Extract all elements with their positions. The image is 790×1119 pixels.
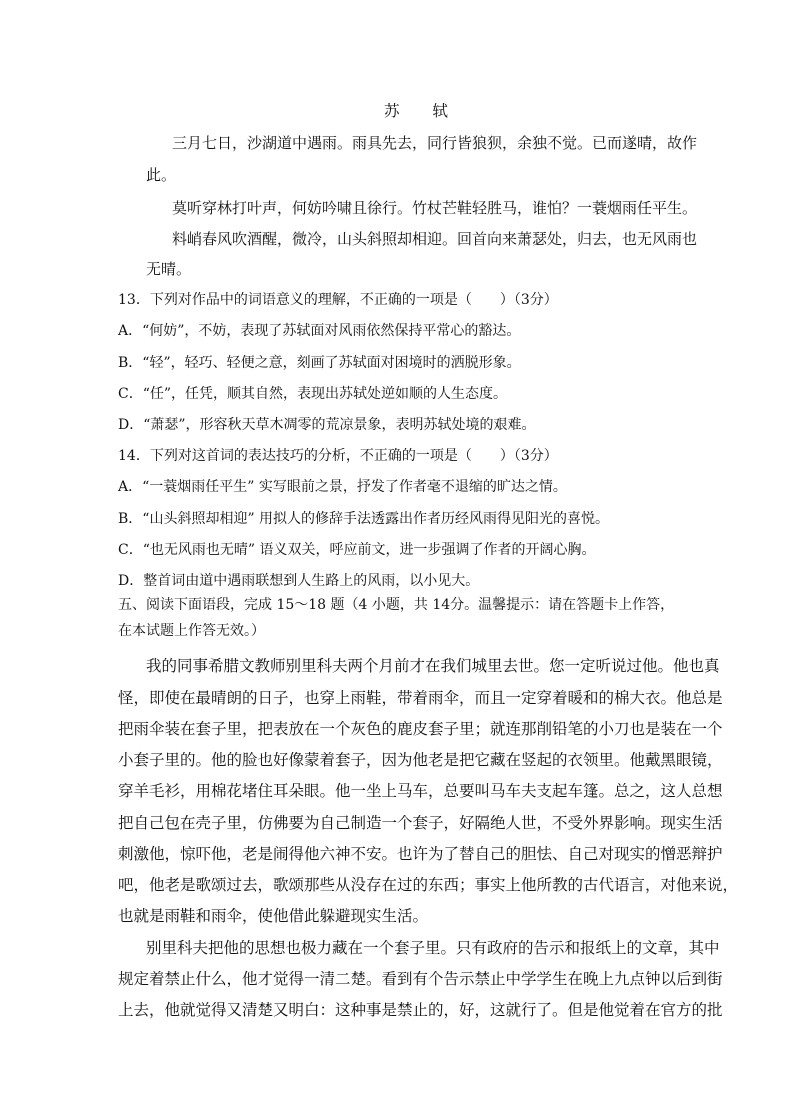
- question-13-option-a: A．“何妨”，不妨，表现了苏轼面对风雨依然保持平常心的豁达。: [118, 323, 521, 339]
- question-13-option-b: B．“轻”，轻巧、轻便之意，刻画了苏轼面对困境时的洒脱形象。: [118, 355, 521, 371]
- question-13-option-d: D．“萧瑟”，形容秋天草木凋零的荒凉景象，表明苏轼处境的艰难。: [118, 417, 536, 433]
- poem-verse2-line2: 无晴。: [146, 260, 192, 278]
- passage-paragraph2-line: 上去，他就觉得又清楚又明白：这种事是禁止的，好，这就行了。但是他觉着在官方的批: [118, 1001, 723, 1019]
- poem-preface-line1: 三月七日，沙湖道中遇雨。雨具先去，同行皆狼狈，余独不觉。已而遂晴，故作: [172, 134, 698, 152]
- passage-paragraph1-line: 刺激他，惊吓他，老是闹得他六神不安。也许为了替自己的胆怯、自己对现实的憎恶辩护: [118, 845, 723, 863]
- passage-paragraph2-line: 规定着禁止什么，他才觉得一清二楚。看到有个告示禁止中学学生在晚上九点钟以后到街: [118, 970, 723, 988]
- question-13-option-c: C．“任”，任凭，顺其自然，表现出苏轼处逆如顺的人生态度。: [118, 386, 508, 402]
- passage-paragraph1-line: 把雨伞装在套子里，把表放在一个灰色的鹿皮套子里；就连那削铅笔的小刀也是装在一个: [118, 720, 723, 738]
- passage-paragraph1-line: 我的同事希腊文教师别里科夫两个月前才在我们城里去世。您一定听说过他。他也真: [146, 657, 720, 675]
- passage-paragraph2-line: 别里科夫把他的思想也极力藏在一个套子里。只有政府的告示和报纸上的文章，其中: [146, 939, 720, 957]
- poem-author: 苏 轼: [384, 102, 462, 120]
- poem-preface-line2: 此。: [146, 166, 177, 184]
- passage-paragraph1-line: 也就是雨鞋和雨伞，使他借此躲避现实生活。: [118, 907, 429, 925]
- passage-paragraph1-line: 穿羊毛衫，用棉花堵住耳朵眼。他一坐上马车，总要叫马车夫支起车篷。总之，这人总想: [118, 782, 723, 800]
- question-14-option-a: A．“一蓑烟雨任平生” 实写眼前之景，抒发了作者毫不退缩的旷达之情。: [118, 479, 567, 495]
- poem-verse1: 莫听穿林打叶声，何妨吟啸且徐行。竹杖芒鞋轻胜马，谁怕？一蓑烟雨任平生。: [172, 199, 698, 217]
- passage-paragraph1-line: 把自己包在壳子里，仿佛要为自己制造一个套子，好隔绝人世，不受外界影响。现实生活: [118, 814, 723, 832]
- question-14-option-c: C．“也无风雨也无晴” 语义双关，呼应前文，进一步强调了作者的开阔心胸。: [118, 542, 596, 558]
- passage-paragraph1-line: 小套子里的。他的脸也好像蒙着套子，因为他老是把它藏在竖起的衣领里。他戴黑眼镜，: [118, 751, 723, 769]
- passage-paragraph1-line: 吧，他老是歌颂过去，歌颂那些从没存在过的东西；事实上他所教的古代语言，对他来说，: [118, 876, 739, 894]
- question-14-stem: 14．下列对这首词的表达技巧的分析，不正确的一项是（ ）（3分）: [118, 448, 558, 464]
- question-14-option-d: D．整首词由道中遇雨联想到人生路上的风雨，以小见大。: [118, 573, 480, 589]
- passage-paragraph1-line: 怪，即使在最晴朗的日子，也穿上雨鞋，带着雨伞，而且一定穿着暖和的棉大衣。他总是: [118, 689, 723, 707]
- question-14-option-b: B．“山头斜照却相迎” 用拟人的修辞手法透露出作者历经风雨得见阳光的喜悦。: [118, 511, 610, 527]
- section-5-heading-line1: 五、阅读下面语段，完成 15～18 题（4 小题，共 14分。温馨提示：请在答题卡上作答，: [118, 597, 675, 613]
- question-13-stem: 13．下列对作品中的词语意义的理解，不正确的一项是（ ）（3分）: [118, 292, 558, 308]
- poem-verse2-line1: 料峭春风吹酒醒，微冷，山头斜照却相迎。回首向来萧瑟处，归去，也无风雨也: [172, 230, 698, 248]
- section-5-heading-line2: 在本试题上作答无效。）: [118, 623, 265, 639]
